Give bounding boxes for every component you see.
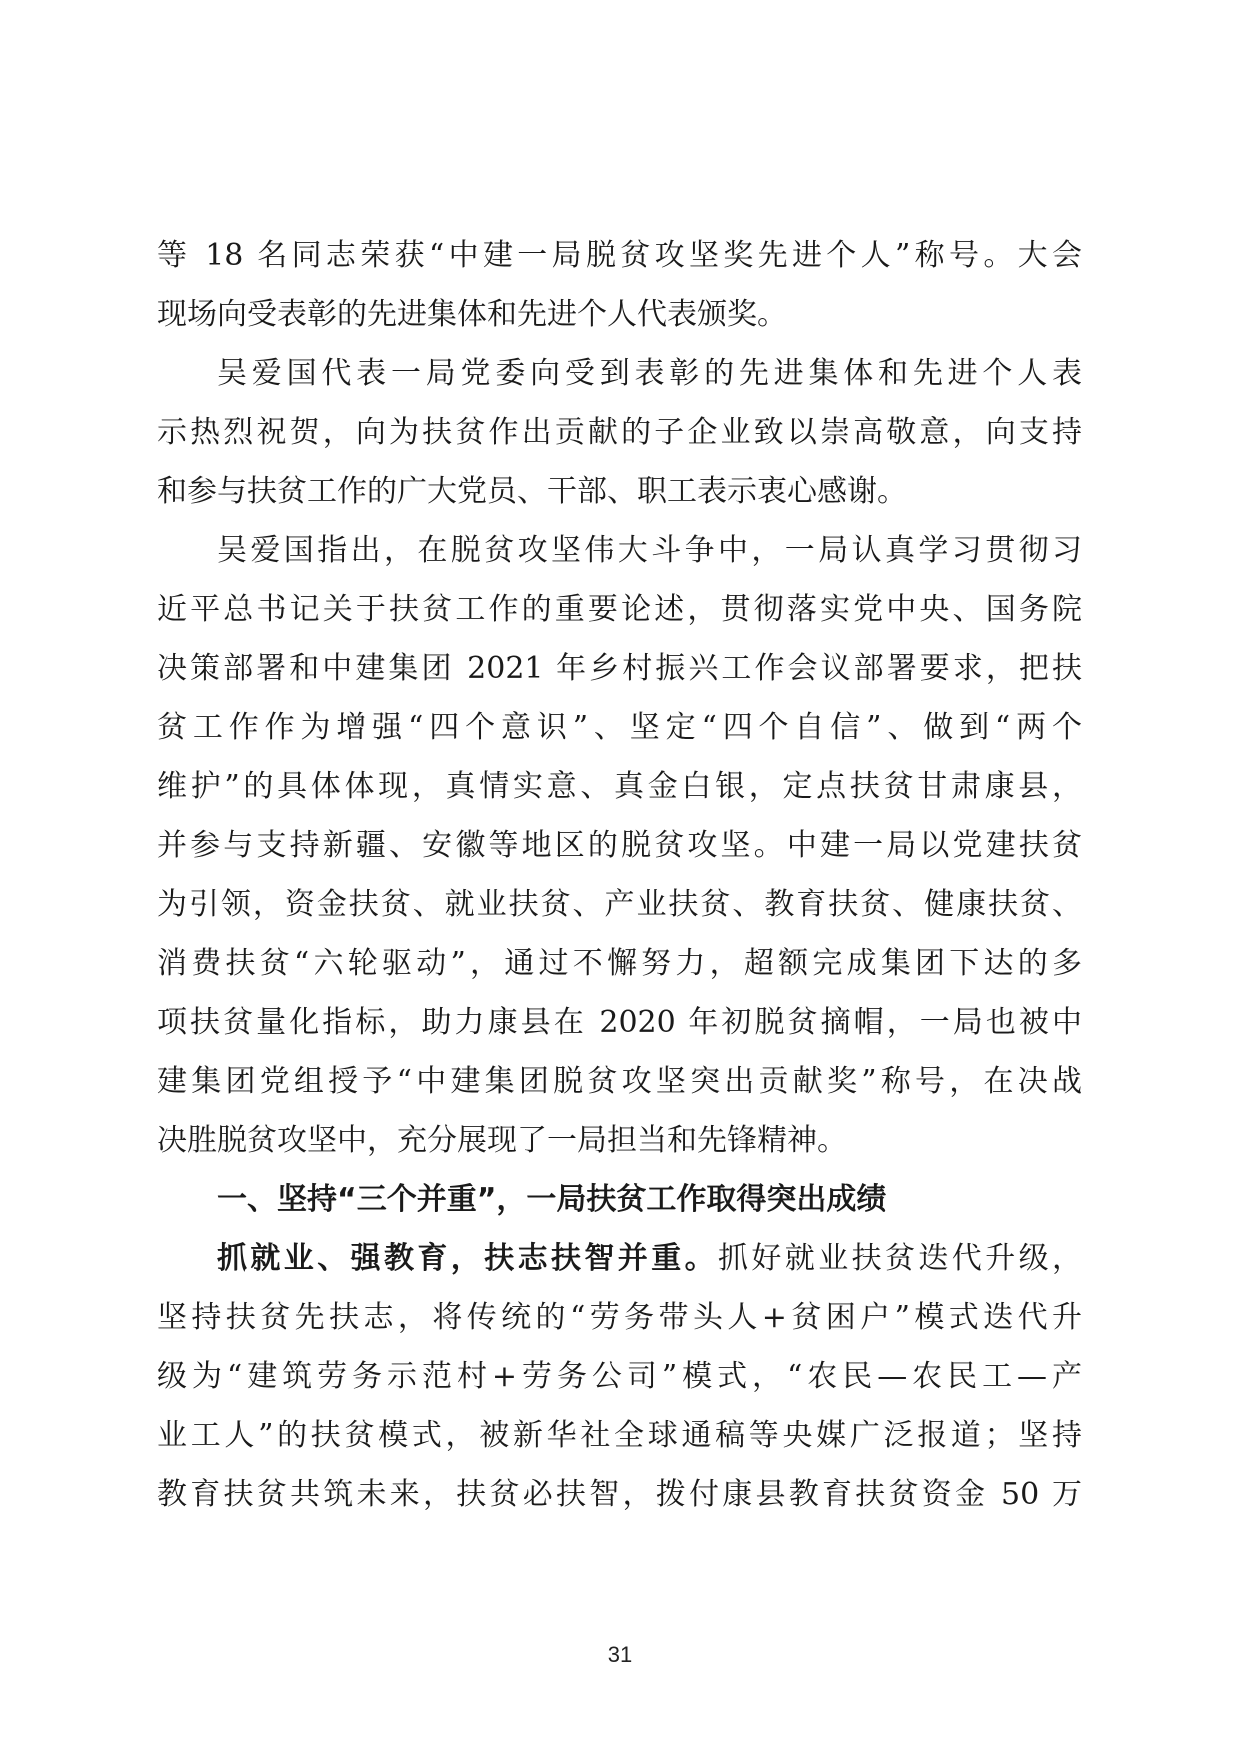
text-line: 坚持扶贫先扶志，将传统的“劳务带头人+贫困户”模式迭代升	[157, 1300, 1082, 1335]
text-line: 决策部署和中建集团 2021 年乡村振兴工作会议部署要求，把扶	[157, 651, 1082, 686]
text-span: 抓好就业扶贫迭代升级，	[718, 1241, 1082, 1276]
bold-lead: 抓就业、强教育，扶志扶智并重。	[217, 1241, 718, 1276]
paragraph	[157, 521, 1082, 1170]
page-number: 31	[607, 1642, 633, 1667]
text-line: 现场向受表彰的先进集体和先进个人代表颁奖。	[157, 297, 787, 332]
text-line: 等 18 名同志荣获“中建一局脱贫攻坚奖先进个人”称号。大会	[157, 238, 1082, 273]
text-line: 为引领，资金扶贫、就业扶贫、产业扶贫、教育扶贫、健康扶贫、	[157, 887, 1082, 922]
text-line: 贫工作作为增强“四个意识”、坚定“四个自信”、做到“两个	[157, 710, 1082, 745]
section-heading: 一、坚持“三个并重”，一局扶贫工作取得突出成绩	[217, 1182, 887, 1217]
paragraph	[157, 344, 1082, 521]
text-line: 级为“建筑劳务示范村+劳务公司”模式，“农民—农民工—产	[157, 1359, 1082, 1394]
text-line: 消费扶贫“六轮驱动”，通过不懈努力，超额完成集团下达的多	[157, 946, 1082, 981]
text-line: 和参与扶贫工作的广大党员、干部、职工表示衷心感谢。	[157, 474, 907, 509]
text-line: 示热烈祝贺，向为扶贫作出贡献的子企业致以崇高敬意，向支持	[157, 415, 1082, 450]
text-line: 建集团党组授予“中建集团脱贫攻坚突出贡献奖”称号，在决战	[157, 1064, 1082, 1099]
paragraph	[157, 1229, 1082, 1524]
text-line: 维护”的具体体现，真情实意、真金白银，定点扶贫甘肃康县，	[157, 769, 1082, 804]
text-line	[157, 1229, 1082, 1288]
text-line: 近平总书记关于扶贫工作的重要论述，贯彻落实党中央、国务院	[157, 592, 1082, 627]
text-line: 并参与支持新疆、安徽等地区的脱贫攻坚。中建一局以党建扶贫	[157, 828, 1082, 863]
text-line: 项扶贫量化指标，助力康县在 2020 年初脱贫摘帽，一局也被中	[157, 1005, 1082, 1040]
body-text	[157, 226, 1082, 1524]
text-line: 教育扶贫共筑未来，扶贫必扶智，拨付康县教育扶贫资金 50 万	[157, 1477, 1082, 1512]
text-line: 决胜脱贫攻坚中，充分展现了一局担当和先锋精神。	[157, 1123, 847, 1158]
paragraph	[157, 226, 1082, 344]
text-line: 吴爱国代表一局党委向受到表彰的先进集体和先进个人表	[217, 356, 1082, 391]
text-line: 业工人”的扶贫模式，被新华社全球通稿等央媒广泛报道；坚持	[157, 1418, 1082, 1453]
text-line: 吴爱国指出，在脱贫攻坚伟大斗争中，一局认真学习贯彻习	[217, 533, 1082, 568]
